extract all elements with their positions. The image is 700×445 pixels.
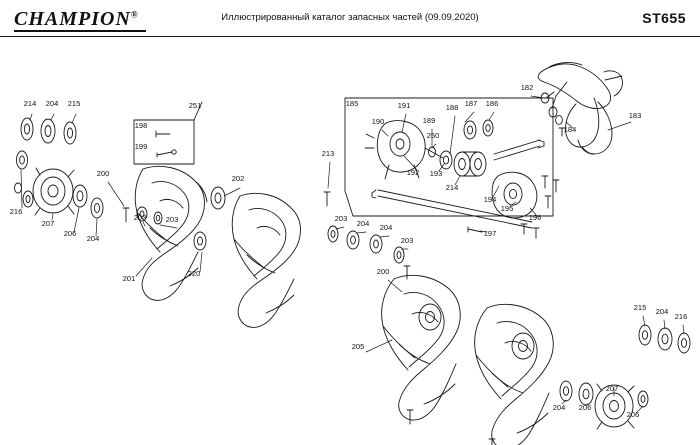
part-callout-184: 184 xyxy=(563,125,577,134)
part-callout-215: 215 xyxy=(633,303,647,312)
right-hardware-stack xyxy=(639,325,690,353)
part-callout-193: 193 xyxy=(429,169,443,178)
part-callout-213: 213 xyxy=(321,149,335,158)
auger-impeller-right-2 xyxy=(475,304,554,445)
part-callout-206: 206 xyxy=(626,410,640,419)
part-callout-250: 250 xyxy=(426,131,440,140)
part-callout-183: 183 xyxy=(628,111,642,120)
part-callout-215: 215 xyxy=(67,99,81,108)
fastener-detail-box xyxy=(134,102,202,164)
callout-labels xyxy=(10,83,688,419)
part-callout-203: 203 xyxy=(334,214,348,223)
part-callout-203: 203 xyxy=(400,236,414,245)
part-callout-203: 203 xyxy=(165,215,179,224)
part-callout-205: 205 xyxy=(351,342,365,351)
page-header xyxy=(0,0,700,36)
part-callout-251: 251 xyxy=(188,101,202,110)
brand-registered-mark: ® xyxy=(130,9,138,20)
part-callout-204: 204 xyxy=(86,234,100,243)
part-callout-204: 204 xyxy=(45,99,59,108)
part-callout-185: 185 xyxy=(345,99,359,108)
right-gearbox-hub xyxy=(560,381,648,429)
part-callout-199: 199 xyxy=(134,142,148,151)
part-callout-187: 187 xyxy=(464,99,478,108)
part-callout-182: 182 xyxy=(520,83,534,92)
auger-impeller-right-1 xyxy=(382,266,461,424)
exploded-parts-diagram xyxy=(0,36,700,445)
handle-control-assembly xyxy=(538,63,622,154)
part-callout-186: 186 xyxy=(485,99,499,108)
part-callout-214: 214 xyxy=(445,183,459,192)
part-callout-206: 206 xyxy=(63,229,77,238)
part-callout-189: 189 xyxy=(422,116,436,125)
part-callout-214: 214 xyxy=(23,99,37,108)
part-callout-195: 195 xyxy=(500,204,514,213)
part-callout-201: 201 xyxy=(122,274,136,283)
part-callout-216: 216 xyxy=(674,312,688,321)
page-title: Иллюстрированный каталог запасных частей (09.09.2020) xyxy=(221,12,479,23)
part-callout-200: 200 xyxy=(96,169,110,178)
part-callout-197: 197 xyxy=(483,229,497,238)
part-callout-200: 200 xyxy=(376,267,390,276)
leader-lines xyxy=(21,96,684,413)
part-callout-190: 190 xyxy=(371,117,385,126)
part-callout-192: 192 xyxy=(406,168,420,177)
part-callout-198: 198 xyxy=(134,121,148,130)
part-callout-202: 202 xyxy=(231,174,245,183)
brand-underline xyxy=(14,30,146,32)
part-callout-204: 204 xyxy=(655,307,669,316)
model-code: ST655 xyxy=(642,10,686,26)
left-hardware-stack xyxy=(17,118,77,169)
part-callout-206: 206 xyxy=(578,403,592,412)
part-callout-220: 220 xyxy=(187,269,201,278)
part-callout-216: 216 xyxy=(9,207,23,216)
part-callout-207: 207 xyxy=(41,219,55,228)
part-callout-191: 191 xyxy=(397,101,411,110)
brand-logo-text: CHAMPION xyxy=(14,8,131,30)
part-callout-204: 204 xyxy=(379,223,393,232)
left-gearbox-hub xyxy=(15,168,104,218)
part-callout-207: 207 xyxy=(605,384,619,393)
part-callout-204: 204 xyxy=(356,219,370,228)
part-callout-203: 203 xyxy=(133,213,147,222)
auger-impeller-left-2 xyxy=(211,187,301,327)
part-callout-194: 194 xyxy=(483,195,497,204)
part-callout-188: 188 xyxy=(445,103,459,112)
auger-impeller-left xyxy=(135,166,207,300)
part-callout-204: 204 xyxy=(552,403,566,412)
diagram-canvas xyxy=(0,36,700,445)
part-callout-196: 196 xyxy=(528,213,542,222)
